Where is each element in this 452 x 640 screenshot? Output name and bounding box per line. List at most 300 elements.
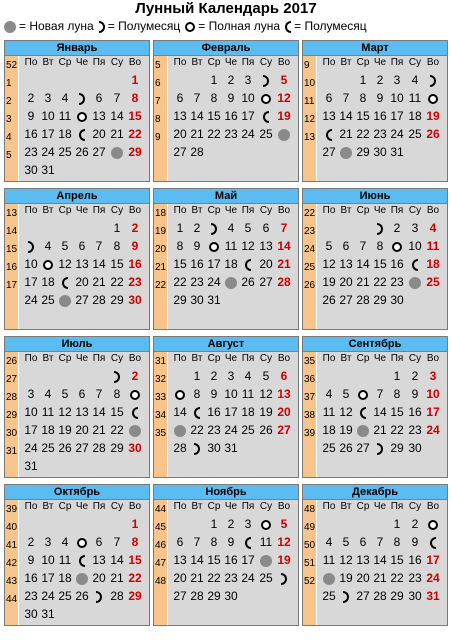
day-cell: 25 xyxy=(322,589,336,603)
day-cell: 7 xyxy=(193,91,201,105)
day-cell xyxy=(188,439,206,457)
day-cell: 23 xyxy=(224,127,238,141)
day-cell: 30 xyxy=(207,441,221,455)
day-cell: 26 xyxy=(75,589,89,603)
month-days xyxy=(317,204,447,329)
week-number: 40 xyxy=(6,522,18,533)
day-cell: 7 xyxy=(113,91,121,105)
day-cell: 7 xyxy=(95,239,103,253)
week-number-column xyxy=(303,500,316,625)
weekday-header: Че xyxy=(373,57,387,68)
sunday-cell: 15 xyxy=(128,109,142,123)
week-number: 12 xyxy=(304,114,316,125)
day-cell: 6 xyxy=(95,91,103,105)
last-quarter-icon xyxy=(79,129,85,141)
weekday-header: Че xyxy=(373,501,387,512)
day-cell: 18 xyxy=(41,275,55,289)
weekday-header: Су xyxy=(259,501,273,512)
sunday-cell: 23 xyxy=(128,275,142,289)
month-days xyxy=(19,500,149,625)
day-cell: 30 xyxy=(390,293,404,307)
full-moon-icon xyxy=(261,520,271,530)
week-number: 31 xyxy=(6,446,18,457)
day-cell: 14 xyxy=(110,109,124,123)
day-cell: 15 xyxy=(390,553,404,567)
sunday-cell: 2 xyxy=(131,369,139,383)
weekday-header: Че xyxy=(224,501,238,512)
page-title: Лунный Календарь 2017 xyxy=(135,0,317,17)
first-quarter-icon xyxy=(96,591,102,603)
week-number: 50 xyxy=(304,540,316,551)
new-moon-icon xyxy=(76,573,88,585)
week-number: 32 xyxy=(155,374,167,385)
day-cell xyxy=(354,403,372,421)
sunday-cell: 3 xyxy=(429,369,437,383)
day-cell: 30 xyxy=(408,589,422,603)
day-cell: 20 xyxy=(356,571,370,585)
weekday-header: Су xyxy=(408,205,422,216)
day-cell: 7 xyxy=(193,535,201,549)
day-cell: 3 xyxy=(244,517,252,531)
day-cell xyxy=(239,255,257,273)
day-cell: 7 xyxy=(359,239,367,253)
day-cell: 8 xyxy=(359,91,367,105)
first-quarter-icon xyxy=(79,93,85,105)
day-cell: 30 xyxy=(24,163,38,177)
week-number: 29 xyxy=(6,410,18,421)
day-cell: 3 xyxy=(44,91,52,105)
day-cell: 11 xyxy=(41,405,55,419)
sunday-cell xyxy=(424,71,442,89)
day-cell: 27 xyxy=(356,589,370,603)
day-cell: 25 xyxy=(259,127,273,141)
day-cell: 18 xyxy=(41,423,55,437)
full-moon-icon xyxy=(209,242,219,252)
week-number: 36 xyxy=(304,374,316,385)
sunday-cell: 21 xyxy=(277,257,291,271)
day-cell: 29 xyxy=(173,293,187,307)
day-cell: 14 xyxy=(92,405,106,419)
day-cell: 24 xyxy=(390,127,404,141)
weekday-header: Вт xyxy=(191,205,203,216)
week-number-column xyxy=(154,500,167,625)
day-cell: 7 xyxy=(342,91,350,105)
day-cell xyxy=(39,255,57,273)
last-quarter-icon xyxy=(62,277,68,289)
day-cell: 3 xyxy=(27,387,35,401)
weekday-header: Ср xyxy=(207,205,221,216)
day-cell: 24 xyxy=(241,127,255,141)
day-cell: 28 xyxy=(190,145,204,159)
weekday-header: Вт xyxy=(42,353,54,364)
day-cell: 17 xyxy=(241,553,255,567)
day-cell: 16 xyxy=(373,109,387,123)
day-cell: 5 xyxy=(325,239,333,253)
week-number: 18 xyxy=(155,208,167,219)
day-cell xyxy=(257,71,275,89)
day-cell: 13 xyxy=(173,553,187,567)
new-moon-icon xyxy=(59,295,71,307)
day-cell: 29 xyxy=(110,293,124,307)
sunday-cell: 22 xyxy=(128,571,142,585)
weekday-header: Су xyxy=(110,353,124,364)
weekday-header: Ср xyxy=(356,205,370,216)
week-number: 35 xyxy=(304,356,316,367)
sunday-cell: 17 xyxy=(426,553,440,567)
day-cell: 21 xyxy=(339,127,353,141)
day-cell: 28 xyxy=(92,293,106,307)
weekday-header: Пя xyxy=(390,501,404,512)
day-cell: 8 xyxy=(376,239,384,253)
weekday-header: Су xyxy=(110,205,124,216)
week-number: 23 xyxy=(304,226,316,237)
day-cell: 23 xyxy=(373,127,387,141)
month-days xyxy=(317,500,447,625)
month-9 xyxy=(302,336,448,478)
day-cell: 21 xyxy=(373,423,387,437)
day-cell: 18 xyxy=(241,405,255,419)
day-cell: 10 xyxy=(24,257,38,271)
day-cell: 4 xyxy=(244,369,252,383)
week-number-column xyxy=(5,204,18,329)
day-cell: 5 xyxy=(342,387,350,401)
week-number: 14 xyxy=(6,226,18,237)
day-cell: 12 xyxy=(58,405,72,419)
day-cell: 14 xyxy=(173,405,187,419)
day-cell xyxy=(56,291,74,309)
week-number: 31 xyxy=(155,356,167,367)
weekday-header: Вт xyxy=(340,57,352,68)
day-cell: 13 xyxy=(356,553,370,567)
month-1 xyxy=(4,40,150,182)
day-cell: 31 xyxy=(224,441,238,455)
day-cell: 1 xyxy=(393,369,401,383)
day-cell: 10 xyxy=(24,405,38,419)
day-cell: 26 xyxy=(339,441,353,455)
day-cell xyxy=(257,515,275,533)
day-cell: 12 xyxy=(58,257,72,271)
week-number: 13 xyxy=(6,208,18,219)
day-cell: 25 xyxy=(41,293,55,307)
day-cell: 15 xyxy=(390,405,404,419)
day-cell: 13 xyxy=(173,109,187,123)
day-cell: 29 xyxy=(373,293,387,307)
full-moon-icon xyxy=(175,390,185,400)
day-cell: 10 xyxy=(41,553,55,567)
sunday-cell: 30 xyxy=(128,293,142,307)
weekday-header: Су xyxy=(110,501,124,512)
sunday-cell: 24 xyxy=(426,423,440,437)
first-quarter-icon xyxy=(377,443,383,455)
day-cell: 18 xyxy=(224,257,238,271)
day-cell: 1 xyxy=(176,221,184,235)
week-number-column xyxy=(5,56,18,181)
day-cell xyxy=(354,421,372,439)
week-number: 22 xyxy=(304,208,316,219)
day-cell: 6 xyxy=(176,535,184,549)
legend-text: = Полная луна xyxy=(198,19,281,33)
weekday-header: Во xyxy=(128,57,142,68)
week-number: 26 xyxy=(6,356,18,367)
new-moon-icon xyxy=(111,147,123,159)
day-cell: 6 xyxy=(78,239,86,253)
day-cell: 14 xyxy=(339,109,353,123)
sunday-cell: 13 xyxy=(277,387,291,401)
sunday-cell: 5 xyxy=(280,517,288,531)
week-number: 44 xyxy=(6,594,18,605)
day-cell: 23 xyxy=(408,571,422,585)
sunday-cell: 19 xyxy=(277,109,291,123)
day-cell: 6 xyxy=(176,91,184,105)
weekday-header: Пя xyxy=(241,353,255,364)
day-cell: 13 xyxy=(75,257,89,271)
day-cell: 29 xyxy=(390,589,404,603)
day-cell: 26 xyxy=(75,145,89,159)
sunday-cell xyxy=(424,533,442,551)
day-cell: 3 xyxy=(44,535,52,549)
day-cell: 21 xyxy=(92,423,106,437)
day-cell: 22 xyxy=(207,127,221,141)
day-cell: 4 xyxy=(44,239,52,253)
day-cell xyxy=(171,421,189,439)
day-cell: 8 xyxy=(113,239,121,253)
first-quarter-icon xyxy=(281,573,287,585)
day-cell: 8 xyxy=(393,387,401,401)
week-number: 5 xyxy=(155,60,161,71)
new-moon-icon xyxy=(225,277,237,289)
day-cell: 28 xyxy=(92,441,106,455)
weekday-header: Ср xyxy=(207,501,221,512)
weekday-header: По xyxy=(322,205,336,216)
week-number: 25 xyxy=(304,262,316,273)
day-cell: 22 xyxy=(190,423,204,437)
day-cell: 25 xyxy=(408,127,422,141)
weekday-header: Ср xyxy=(58,205,72,216)
weekday-header: Во xyxy=(426,205,440,216)
day-cell: 6 xyxy=(359,535,367,549)
day-cell: 27 xyxy=(356,441,370,455)
weekday-header: По xyxy=(173,353,187,364)
week-number-column xyxy=(5,500,18,625)
month-name: Сентябрь xyxy=(303,337,447,352)
weekday-header: Ср xyxy=(356,501,370,512)
day-cell: 1 xyxy=(393,517,401,531)
day-cell: 3 xyxy=(411,221,419,235)
day-cell: 31 xyxy=(41,607,55,621)
weekday-header: Пя xyxy=(92,57,106,68)
day-cell: 19 xyxy=(339,571,353,585)
week-number: 15 xyxy=(6,244,18,255)
weekday-header: По xyxy=(24,501,38,512)
day-cell: 17 xyxy=(390,109,404,123)
day-cell: 24 xyxy=(24,441,38,455)
day-cell: 12 xyxy=(322,257,336,271)
day-cell: 8 xyxy=(176,239,184,253)
week-number-column xyxy=(303,56,316,181)
day-cell: 18 xyxy=(58,571,72,585)
week-number: 20 xyxy=(155,244,167,255)
day-cell: 14 xyxy=(190,109,204,123)
sunday-cell xyxy=(424,89,442,107)
new-moon-icon xyxy=(174,425,186,437)
day-cell: 10 xyxy=(390,91,404,105)
week-number: 33 xyxy=(155,392,167,403)
weekday-header: Ср xyxy=(58,353,72,364)
week-number: 9 xyxy=(304,60,310,71)
week-number-column xyxy=(303,352,316,477)
day-cell xyxy=(73,89,91,107)
day-cell: 24 xyxy=(207,275,221,289)
sunday-cell: 22 xyxy=(128,127,142,141)
day-cell: 9 xyxy=(27,109,35,123)
sunday-cell xyxy=(126,421,144,439)
legend-text: = Новая луна xyxy=(19,19,94,33)
day-cell: 11 xyxy=(259,535,273,549)
day-cell: 26 xyxy=(58,441,72,455)
weekday-header: Вт xyxy=(191,57,203,68)
week-number: 42 xyxy=(6,558,18,569)
week-number: 35 xyxy=(155,428,167,439)
day-cell: 28 xyxy=(373,589,387,603)
week-number: 39 xyxy=(6,504,18,515)
last-quarter-icon xyxy=(132,407,138,419)
day-cell: 22 xyxy=(373,275,387,289)
day-cell: 2 xyxy=(210,369,218,383)
day-cell xyxy=(337,587,355,605)
day-cell: 14 xyxy=(190,553,204,567)
legend-item xyxy=(99,19,181,33)
day-cell: 22 xyxy=(390,423,404,437)
new-moon-icon xyxy=(357,425,369,437)
day-cell: 21 xyxy=(110,127,124,141)
sunday-cell: 28 xyxy=(277,275,291,289)
day-cell: 9 xyxy=(411,535,419,549)
weekday-header: Ср xyxy=(356,57,370,68)
weekday-header: Вт xyxy=(42,57,54,68)
month-2 xyxy=(153,40,299,182)
day-cell: 30 xyxy=(408,441,422,455)
day-cell: 17 xyxy=(24,423,38,437)
full-moon-icon xyxy=(428,520,438,530)
day-cell: 16 xyxy=(408,405,422,419)
sunday-cell: 1 xyxy=(131,517,139,531)
month-8 xyxy=(153,336,299,478)
weekday-header: Пя xyxy=(92,205,106,216)
day-cell: 2 xyxy=(393,221,401,235)
sunday-cell: 26 xyxy=(426,127,440,141)
sunday-cell: 14 xyxy=(277,239,291,253)
day-cell: 22 xyxy=(207,571,221,585)
weekday-header: По xyxy=(322,501,336,512)
weekday-header: Во xyxy=(426,501,440,512)
week-number: 19 xyxy=(155,226,167,237)
weekday-header: Ср xyxy=(356,353,370,364)
week-number: 13 xyxy=(304,132,316,143)
day-cell: 22 xyxy=(390,571,404,585)
month-name: Август xyxy=(154,337,298,352)
day-cell: 23 xyxy=(224,571,238,585)
day-cell xyxy=(73,569,91,587)
full-moon-icon xyxy=(358,390,368,400)
weekday-header: Су xyxy=(259,57,273,68)
day-cell xyxy=(22,237,40,255)
weekday-header: Пя xyxy=(390,57,404,68)
weekday-header: Во xyxy=(128,205,142,216)
day-cell: 16 xyxy=(24,571,38,585)
sunday-cell: 24 xyxy=(426,571,440,585)
day-cell: 16 xyxy=(390,257,404,271)
week-number: 9 xyxy=(155,132,161,143)
sunday-cell xyxy=(126,385,144,403)
sunday-cell: 15 xyxy=(128,553,142,567)
day-cell: 7 xyxy=(95,387,103,401)
sunday-cell: 1 xyxy=(131,73,139,87)
weekday-header: Вт xyxy=(340,501,352,512)
month-7 xyxy=(4,336,150,478)
day-cell: 28 xyxy=(190,589,204,603)
day-cell: 13 xyxy=(339,257,353,271)
day-cell: 7 xyxy=(376,387,384,401)
week-number: 48 xyxy=(155,576,167,587)
day-cell: 15 xyxy=(110,257,124,271)
new-moon-icon xyxy=(409,277,421,289)
day-cell: 20 xyxy=(92,127,106,141)
day-cell: 6 xyxy=(342,239,350,253)
day-cell: 6 xyxy=(95,535,103,549)
day-cell: 14 xyxy=(92,257,106,271)
weekday-header: По xyxy=(322,353,336,364)
week-number: 17 xyxy=(6,280,18,291)
day-cell: 31 xyxy=(390,145,404,159)
week-number: 11 xyxy=(304,96,315,107)
day-cell: 10 xyxy=(41,109,55,123)
weekday-header: Че xyxy=(75,57,89,68)
weekday-header: По xyxy=(173,57,187,68)
day-cell xyxy=(388,237,406,255)
day-cell: 8 xyxy=(210,535,218,549)
day-cell: 24 xyxy=(24,293,38,307)
day-cell: 6 xyxy=(262,221,270,235)
weekday-header: Че xyxy=(75,353,89,364)
day-cell: 30 xyxy=(224,589,238,603)
day-cell: 11 xyxy=(224,239,238,253)
day-cell: 20 xyxy=(173,127,187,141)
weekday-header: Су xyxy=(408,57,422,68)
day-cell xyxy=(90,587,108,605)
day-cell: 4 xyxy=(44,387,52,401)
sunday-cell: 17 xyxy=(426,405,440,419)
day-cell xyxy=(239,533,257,551)
week-number: 51 xyxy=(304,558,316,569)
day-cell: 4 xyxy=(325,387,333,401)
sunday-cell: 10 xyxy=(426,387,440,401)
month-11 xyxy=(153,484,299,626)
day-cell: 8 xyxy=(113,387,121,401)
month-days xyxy=(19,204,149,329)
weekday-header: Во xyxy=(277,353,291,364)
first-quarter-icon xyxy=(28,241,34,253)
last-quarter-icon xyxy=(245,259,251,271)
week-number-column xyxy=(5,352,18,477)
weekday-header: Че xyxy=(373,353,387,364)
weekday-header: Че xyxy=(224,57,238,68)
day-cell xyxy=(257,89,275,107)
week-number: 28 xyxy=(6,392,18,403)
day-cell: 28 xyxy=(356,293,370,307)
day-cell: 18 xyxy=(322,423,336,437)
day-cell: 27 xyxy=(75,293,89,307)
week-number: 3 xyxy=(6,114,12,125)
